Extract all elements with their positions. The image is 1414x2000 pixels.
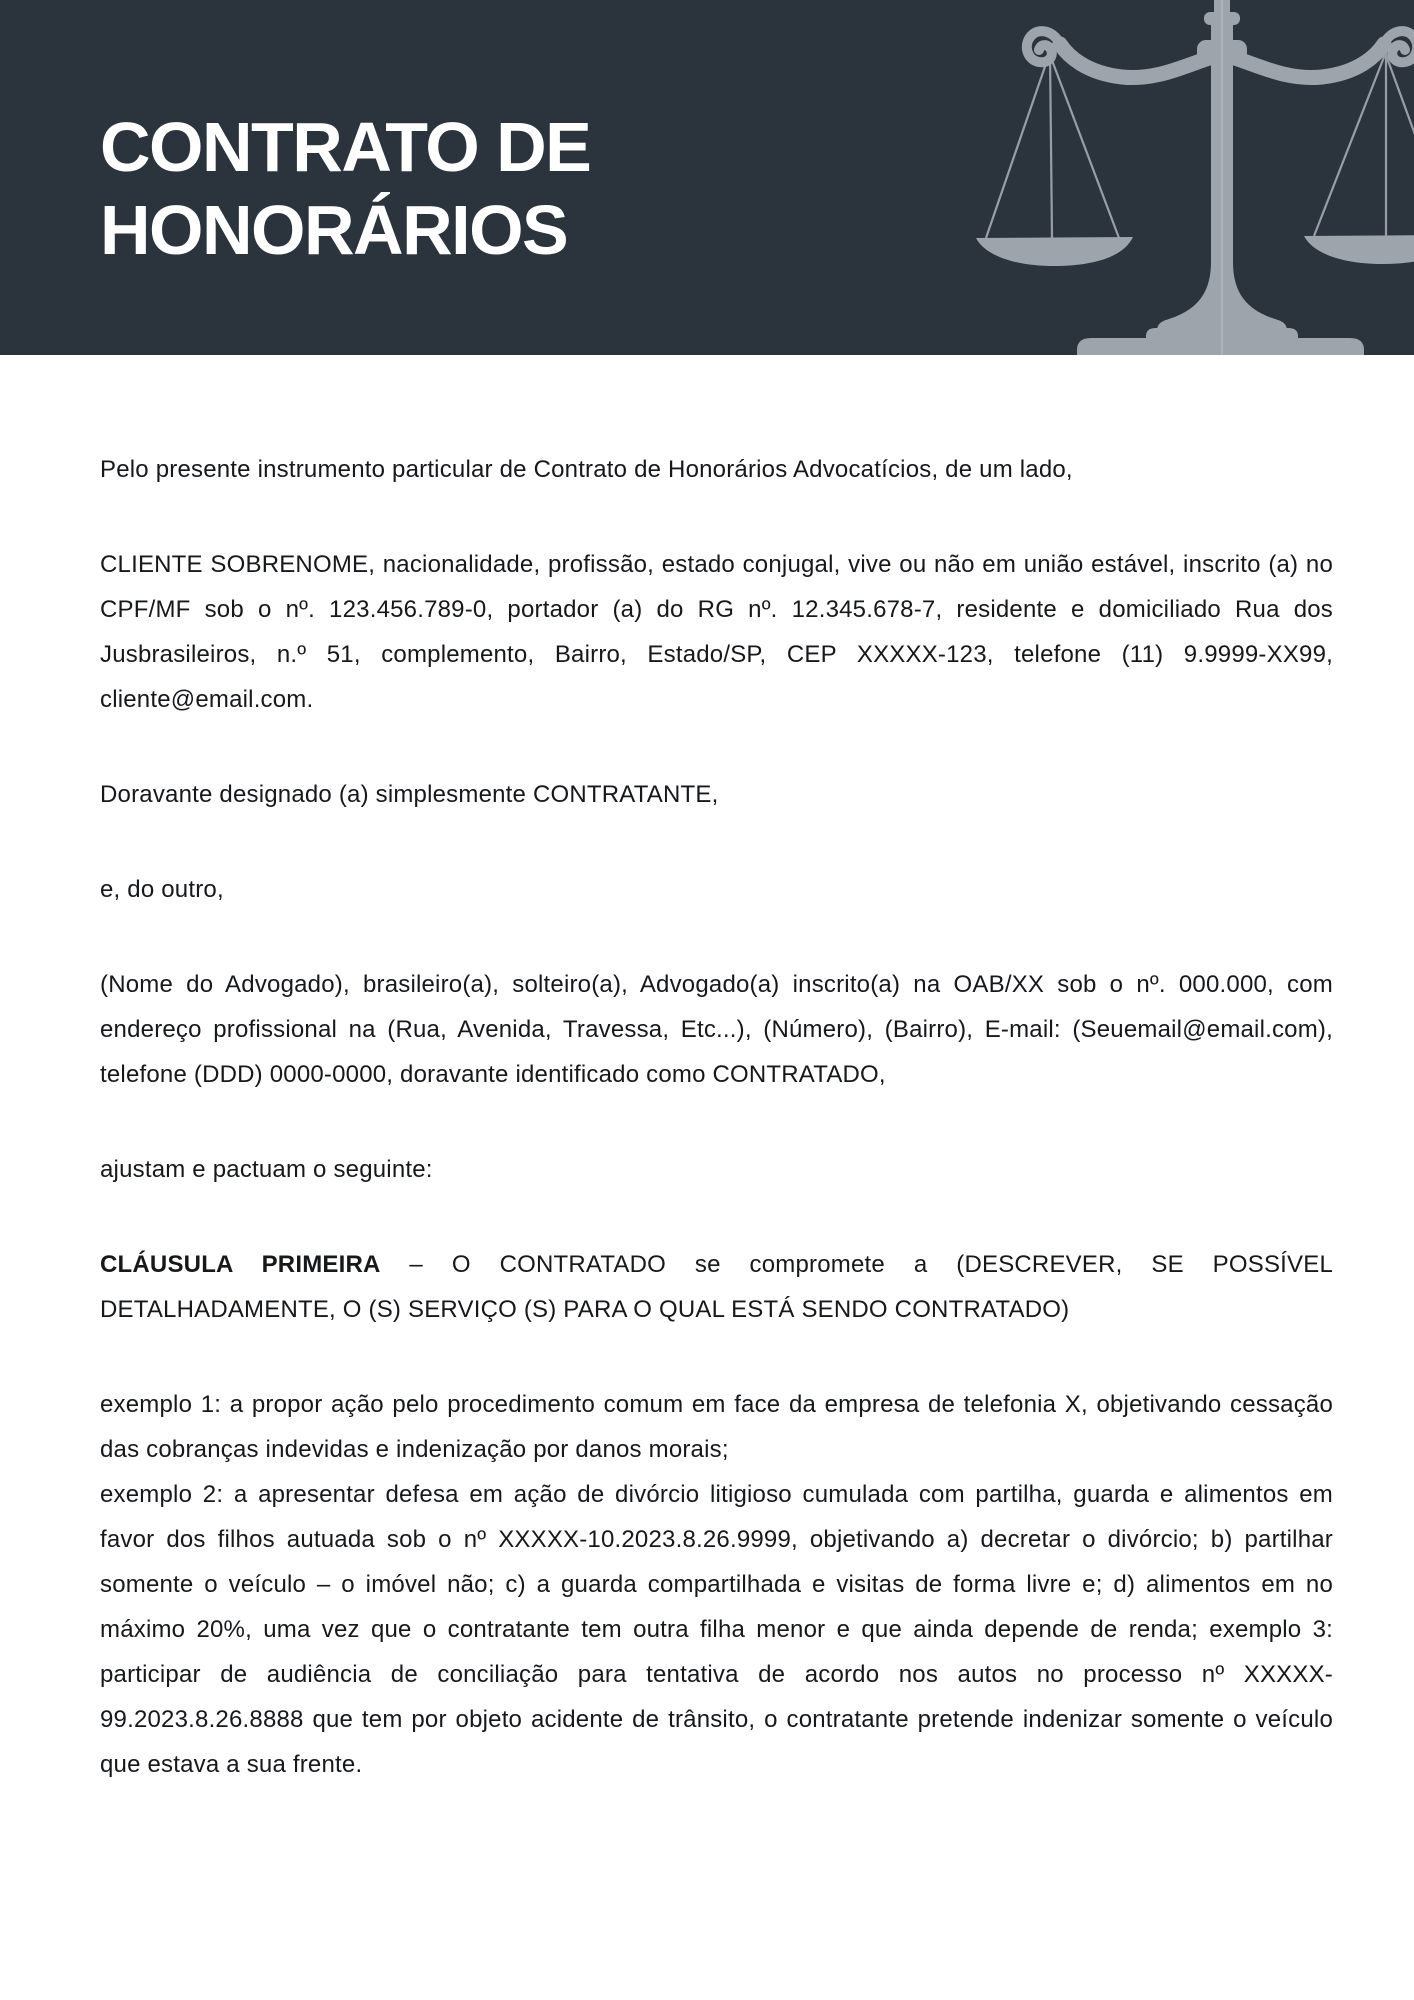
scales-of-justice-icon [964, 0, 1414, 355]
document-header [0, 0, 1414, 355]
paragraph-contratante-designation: Doravante designado (a) simplesmente CONTRATANTE, [100, 781, 719, 808]
document-body [0, 355, 1414, 1897]
paragraph-clausula-primeira [100, 1242, 1333, 1332]
paragraph-example-1: exemplo 1: a propor ação pelo procedimento comum em face da empresa de telefonia X, objetivando cessação das cobranças indevidas e indenização por danos morais; [100, 1391, 1333, 1463]
clausula-primeira-text: – O CONTRATADO se compromete a (DESCREVER, SE POSSÍVEL DETALHADAMENTE, O (S) SERVIÇO (S) PARA O QUAL ESTÁ SENDO CONTRATADO) [100, 1251, 1333, 1323]
paragraph-client-identification: CLIENTE SOBRENOME, nacionalidade, profissão, estado conjugal, vive ou não em união estável, inscrito (a) no CPF/MF sob o nº. 123.456.789-0, portador (a) do RG nº. 12.345.678-7, residente e domiciliado Rua dos Jusbrasileiros, n.º 51, complemento, Bairro, Estado/SP, CEP XXXXX-123, telefone (11) 9.9999-XX99, cliente@email.com. [100, 551, 1333, 713]
paragraph-lawyer-identification: (Nome do Advogado), brasileiro(a), solteiro(a), Advogado(a) inscrito(a) na OAB/XX sob o nº. 000.000, com endereço profissional na (Rua, Avenida, Travessa, Etc...), (Número), (Bairro), E-mail: (Seuemail@email.com), telefone (DDD) 0000-0000, doravante identificado como CONTRATADO, [100, 971, 1333, 1088]
title-line-2: HONORÁRIOS [100, 191, 568, 269]
paragraph-agreement-lead-in: ajustam e pactuam o seguinte: [100, 1156, 433, 1183]
clausula-primeira-label: CLÁUSULA PRIMEIRA [100, 1251, 381, 1278]
paragraph-other-side: e, do outro, [100, 876, 224, 903]
paragraph-intro: Pelo presente instrumento particular de Contrato de Honorários Advocatícios, de um lado, [100, 456, 1073, 483]
title-line-1: CONTRATO DE [100, 108, 591, 186]
document-title [100, 106, 590, 272]
paragraph-examples-2-3: exemplo 2: a apresentar defesa em ação de divórcio litigioso cumulada com partilha, guarda e alimentos em favor dos filhos autuada sob o nº XXXXX-10.2023.8.26.9999, objetivando a) decretar o divórcio; b) partilhar somente o veículo – o imóvel não; c) a guarda compartilhada e visitas de forma livre e; d) alimentos em no máximo 20%, uma vez que o contratante tem outra filha menor e que ainda depende de renda; exemplo 3: participar de audiência de conciliação para tentativa de acordo nos autos no processo nº XXXXX-99.2023.8.26.8888 que tem por objeto acidente de trânsito, o contratante pretende indenizar somente o veículo que estava a sua frente. [100, 1481, 1333, 1778]
